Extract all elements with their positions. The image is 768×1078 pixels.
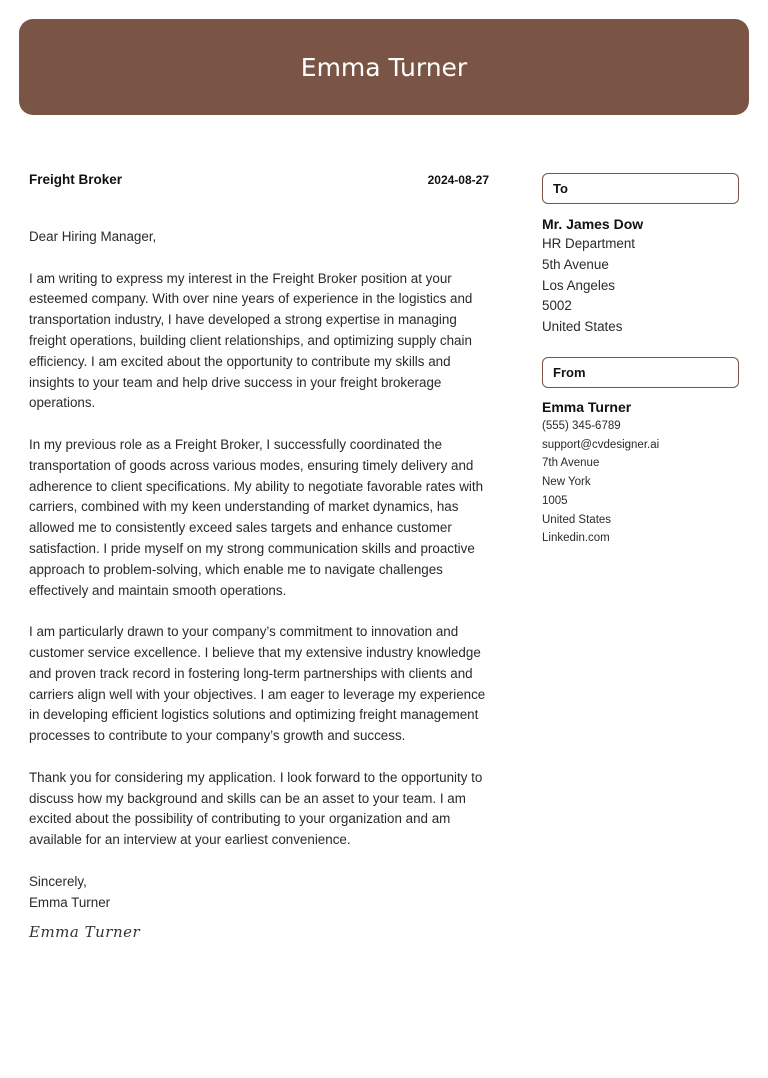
sender-website: Linkedin.com [542, 532, 610, 545]
recipient-zip: 5002 [542, 298, 572, 314]
sender-street: 7th Avenue [542, 457, 600, 470]
recipient-street: 5th Avenue [542, 256, 609, 272]
from-label: From [553, 364, 586, 380]
recipient-department: HR Department [542, 236, 636, 251]
paragraph-4: Thank you for considering my application. I look forward to the opportunity to discuss how my background and skills can be an asset to your team. I am excited about the possibility of contributing to your organization and am available for an interview at your earliest convenience. [29, 769, 483, 848]
from-label-box [542, 357, 739, 388]
to-label: To [553, 181, 568, 196]
sender-phone: (555) 345-6789 [542, 419, 621, 432]
sender-name: Emma Turner [542, 398, 632, 415]
sender-country: United States [542, 513, 612, 526]
sender-email: support@cvdesigner.ai [542, 438, 660, 451]
paragraph-1: I am writing to express my interest in the Freight Broker position at your esteemed company. With over nine years of experience in the logistics and transportation industry, I have developed a strong expertise in managing freight operations, building client relationships, and optimizing supply chain efficiency. I am excited about the opportunity to contribute my skills and insights to your team and help drive success in your freight brokerage operations. [29, 270, 473, 411]
address-sidebar [542, 173, 739, 548]
sender-city: New York [542, 476, 591, 489]
recipient-block [542, 214, 739, 338]
handwritten-signature: Emma Turner [29, 923, 141, 942]
sender-zip: 1005 [542, 494, 568, 507]
letter-date: 2024-08-27 [427, 173, 489, 187]
closing: Sincerely, [29, 873, 87, 889]
letter-meta [29, 172, 489, 187]
recipient-city: Los Angeles [542, 277, 615, 293]
salutation: Dear Hiring Manager, [29, 229, 157, 244]
applicant-name-heading: Emma Turner [300, 52, 468, 82]
recipient-country: United States [542, 319, 623, 335]
job-title: Freight Broker [29, 172, 123, 187]
closing-name: Emma Turner [29, 894, 111, 910]
recipient-name: Mr. James Dow [542, 216, 644, 232]
paragraph-2: In my previous role as a Freight Broker, I successfully coordinated the transportation of goods across various modes, ensuring timely delivery and adherence to client specifications. My ability to negotiate favorable rates with carriers, combined with my keen understanding of market dynamics, has allowed me to consistently exceed sales targets and enhance customer satisfaction. I pride myself on my strong communication skills and proactive approach to problem-solving, which enable me to navigate challenges effectively and maintain smooth operations. [29, 436, 484, 598]
letter-body [29, 172, 489, 941]
sender-block [542, 397, 739, 548]
to-label-box [542, 173, 739, 204]
header-banner [19, 19, 749, 115]
paragraph-3: I am particularly drawn to your company’s commitment to innovation and customer service excellence. I believe that my extensive industry knowledge and proven track record in fostering long-term partnerships with clients and carriers align well with your objectives. I am eager to leverage my experience in developing efficient logistics solutions and optimizing freight management processes to contribute to your company’s growth and success. [29, 624, 486, 744]
